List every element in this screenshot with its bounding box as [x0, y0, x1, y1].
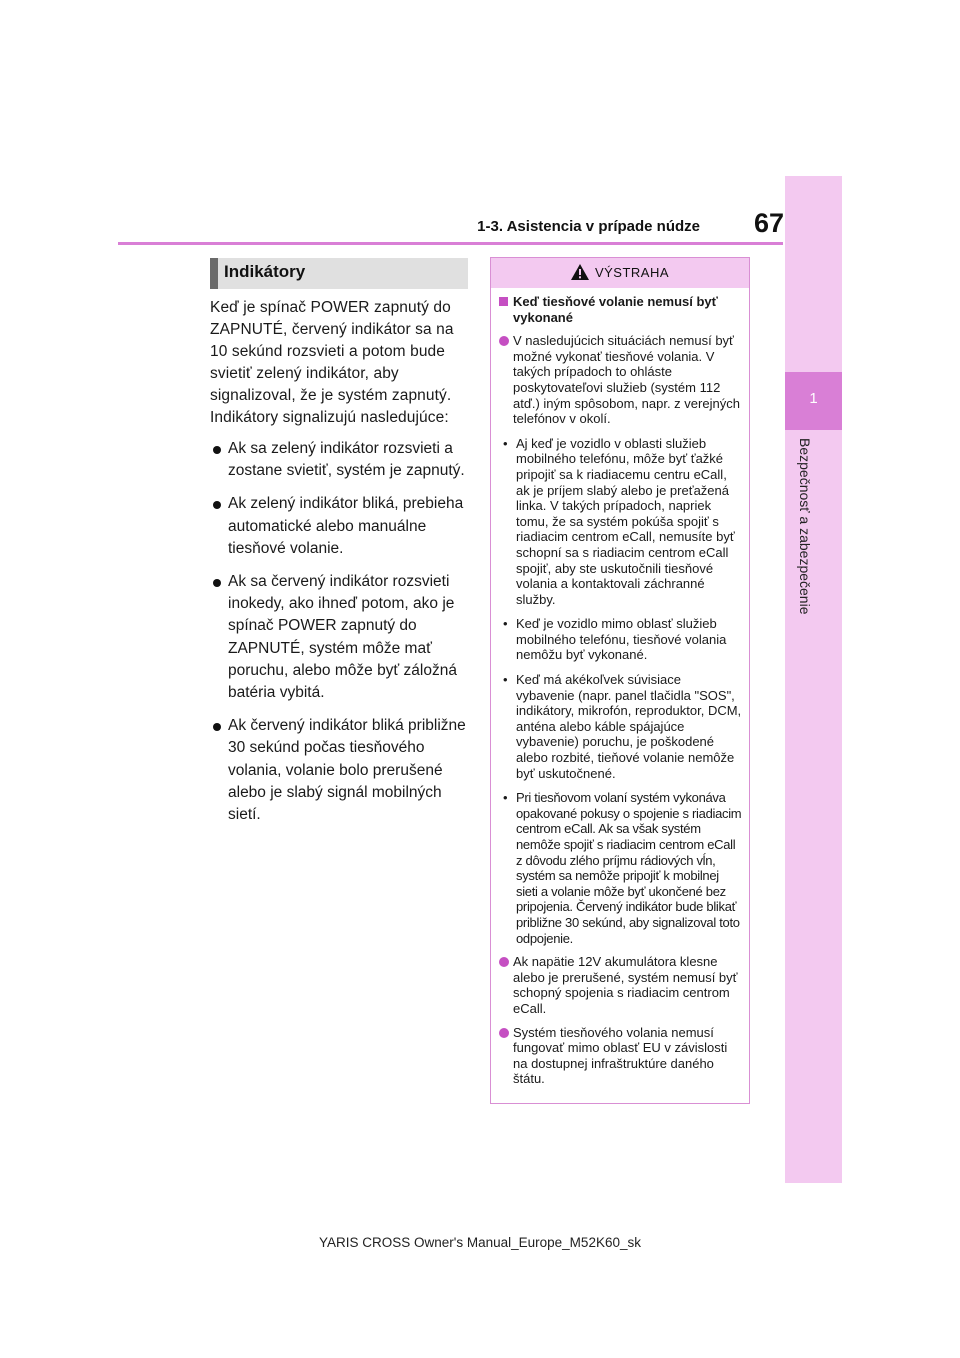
warning-label: VÝSTRAHA [594, 265, 670, 280]
warning-subitem: • Aj keď je vozidlo v oblasti služieb mobilného telefónu, môže byť ťažké pripojiť sa k riadiacemu centru eCall, ak je príjem slabý alebo je preťažená linka. V takých prípadoch, napriek tomu, že sa systém pokúša spojiť s riadiacim centrom eCall, nemusíte byť schopní sa s riadiacim centrom eCall spojiť, aby ste uskutočnili tiesňové volania a kontaktovali záchranné služby. [503, 435, 735, 607]
list-item: Ak zelený indikátor bliká, prebieha automatické alebo manuálne tiesňové volanie. [210, 493, 468, 560]
bullet-icon [213, 501, 221, 509]
list-item: Ak sa červený indikátor rozsvieti inokedy, ako ihneď potom, ako je spínač POWER zapnutý do ZAPNUTÉ, systém môže mať poruchu, alebo môže byť záložná batéria vybitá. [210, 571, 468, 704]
indicator-list [210, 438, 468, 826]
header-rule [118, 242, 783, 245]
bullet-icon [213, 579, 221, 587]
circle-bullet-icon [499, 336, 509, 346]
dot-bullet-icon: • [503, 616, 508, 632]
warning-item: Ak napätie 12V akumulátora klesne alebo je prerušené, systém nemusí byť schopný spojenia s riadiacim centrom eCall. [499, 954, 743, 1016]
bullet-icon [213, 446, 221, 454]
page-footer: YARIS CROSS Owner's Manual_Europe_M52K60_sk [319, 1235, 641, 1250]
circle-bullet-icon [499, 957, 509, 967]
warning-subtitle: Keď tiesňové volanie nemusí byť vykonané [499, 294, 743, 325]
warning-subitem: • Keď je vozidlo mimo oblasť služieb mobilného telefónu, tiesňové volania nemôžu byť vykonané. [503, 616, 727, 663]
warning-item: Systém tiesňového volania nemusí fungovať mimo oblasť EU v závislosti na dostupnej infraštruktúre daného štátu. [499, 1025, 743, 1087]
chapter-number: 1 [809, 390, 818, 407]
section-heading: Indikátory [210, 258, 468, 289]
page-number: 67 [753, 208, 784, 238]
dot-bullet-icon: • [503, 672, 508, 688]
chapter-side-tab [785, 176, 842, 1183]
warning-triangle-icon [571, 261, 589, 291]
bullet-icon [213, 723, 221, 731]
warning-box [490, 257, 750, 1104]
chapter-label: Bezpečnosť a zabezpečenie [797, 438, 813, 615]
dot-bullet-icon: • [503, 435, 508, 451]
square-bullet-icon [499, 297, 508, 306]
intro-paragraph: Keď je spínač POWER zapnutý do ZAPNUTÉ, červený indikátor sa na 10 sekúnd rozsvieti a potom bude svietiť zelený indikátor, aby signalizoval, že je systém zapnutý. Indikátory signalizujú nasledujúce: [210, 299, 454, 426]
warning-subitem: • Pri tiesňovom volaní systém vykonáva opakované pokusy o spojenie s riadiacim centrom eCall. Ak sa však systém nemôže spojiť s riadiacim centrom eCall z dôvodu zlého príjmu rádiových vĺn, systém sa nemôže pripojiť k mobilnej sieti a volanie môže byť ukončené bez pripojenia. Červený indikátor bude blikať približne 30 sekúnd, aby signalizoval toto odpojenie. [503, 790, 742, 946]
warning-subitem: • Keď má akékoľvek súvisiace vybavenie (napr. panel tlačidla "SOS", indikátory, mikrofón, reproduktor, DCM, anténa alebo káble spájajúce vybavenie) poruchu, je poškodené alebo rozbité, tieňové volanie nemôže byť uskutočnené. [503, 672, 742, 781]
dot-bullet-icon: • [503, 790, 508, 806]
circle-bullet-icon [499, 1028, 509, 1038]
indicators-section [210, 258, 468, 837]
warning-item: V nasledujúcich situáciách nemusí byť možné vykonať tiesňové volania. V takých prípadoch to ohláste poskytovateľovi služieb (systém 112 atď.) iným spôsobom, napr. z verejných telefónov v okolí. [499, 333, 743, 427]
section-title: 1-3. Asistencia v prípade núdze [477, 218, 700, 235]
list-item: Ak sa zelený indikátor rozsvieti a zostane svietiť, systém je zapnutý. [210, 438, 468, 482]
list-item: Ak červený indikátor bliká približne 30 sekúnd počas tiesňového volania, volanie bolo prerušené alebo je slabý signál mobilných sietí. [210, 715, 468, 826]
warning-header [491, 258, 749, 288]
